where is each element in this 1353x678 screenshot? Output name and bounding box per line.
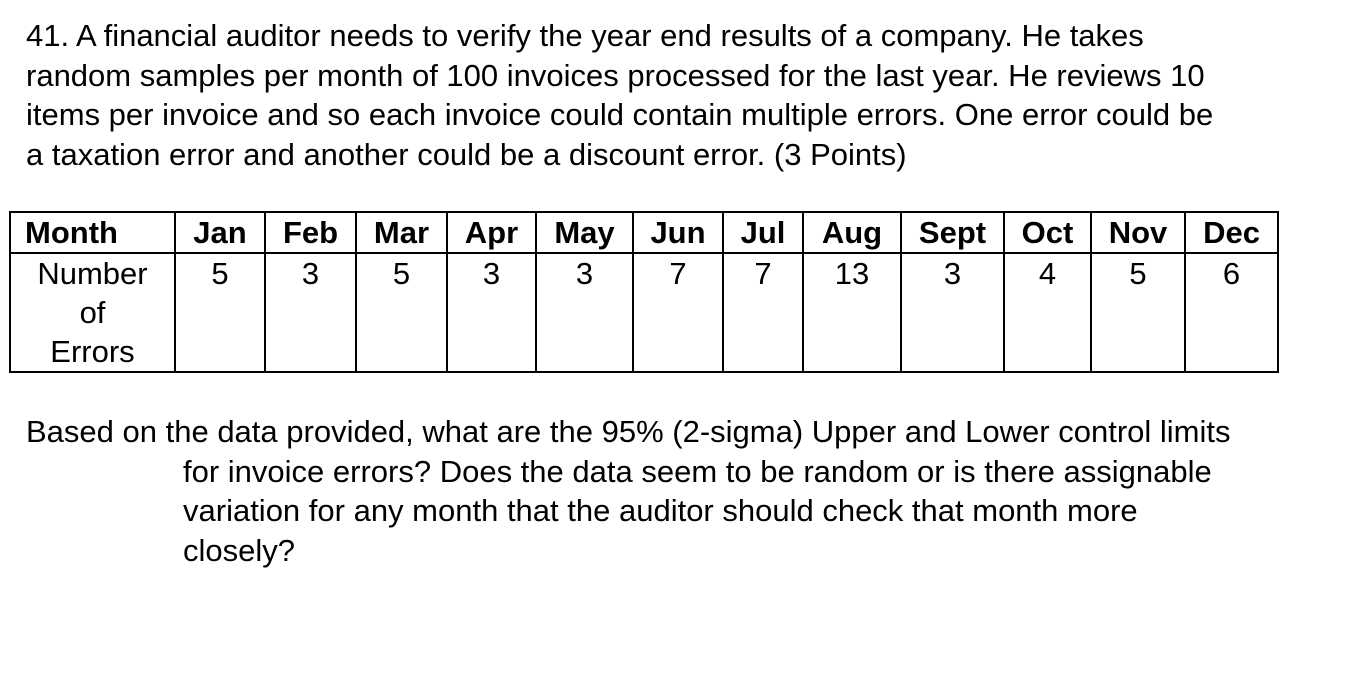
row-label-line: Number	[37, 256, 148, 291]
error-count-cell: 3	[901, 253, 1004, 372]
header-month: Sept	[901, 212, 1004, 253]
header-month: Jul	[723, 212, 803, 253]
error-count-cell: 5	[1091, 253, 1185, 372]
table-header-row	[10, 212, 1278, 253]
header-month: Aug	[803, 212, 901, 253]
error-count-cell: 7	[723, 253, 803, 372]
question-line: closely?	[183, 532, 295, 568]
problem-line: items per invoice and so each invoice could contain multiple errors. One error could be	[26, 97, 1214, 132]
header-month: Apr	[447, 212, 536, 253]
problem-line: a taxation error and another could be a discount error. (3 Points)	[26, 136, 907, 172]
error-count-cell: 6	[1185, 253, 1278, 372]
header-month: May	[536, 212, 633, 253]
error-count-cell: 4	[1004, 253, 1091, 372]
header-month: Feb	[265, 212, 356, 253]
row-label-line: Errors	[50, 334, 135, 369]
header-month: Nov	[1091, 212, 1185, 253]
header-month: Jan	[175, 212, 265, 253]
header-month: Jun	[633, 212, 723, 253]
problem-line: 41. A financial auditor needs to verify the year end results of a company. He takes	[26, 18, 1144, 53]
question-line: Based on the data provided, what are the 95% (2-sigma) Upper and Lower control limits	[26, 414, 1231, 449]
problem-statement	[26, 16, 1346, 174]
header-month: Oct	[1004, 212, 1091, 253]
question-text	[26, 412, 1351, 570]
header-month: Dec	[1185, 212, 1278, 253]
errors-table	[9, 211, 1279, 373]
question-line: for invoice errors? Does the data seem to be random or is there assignable	[183, 453, 1212, 489]
error-count-cell: 5	[356, 253, 447, 372]
table-row	[10, 253, 1278, 372]
error-count-cell: 3	[265, 253, 356, 372]
row-label	[10, 253, 175, 372]
error-count-cell: 3	[447, 253, 536, 372]
header-month-label: Month	[10, 212, 175, 253]
header-month: Mar	[356, 212, 447, 253]
error-count-cell: 5	[175, 253, 265, 372]
problem-line: random samples per month of 100 invoices processed for the last year. He reviews 10	[26, 57, 1205, 93]
error-count-cell: 3	[536, 253, 633, 372]
question-line: variation for any month that the auditor should check that month more	[183, 493, 1138, 528]
row-label-line: of	[79, 295, 106, 330]
error-count-cell: 7	[633, 253, 723, 372]
error-count-cell: 13	[803, 253, 901, 372]
